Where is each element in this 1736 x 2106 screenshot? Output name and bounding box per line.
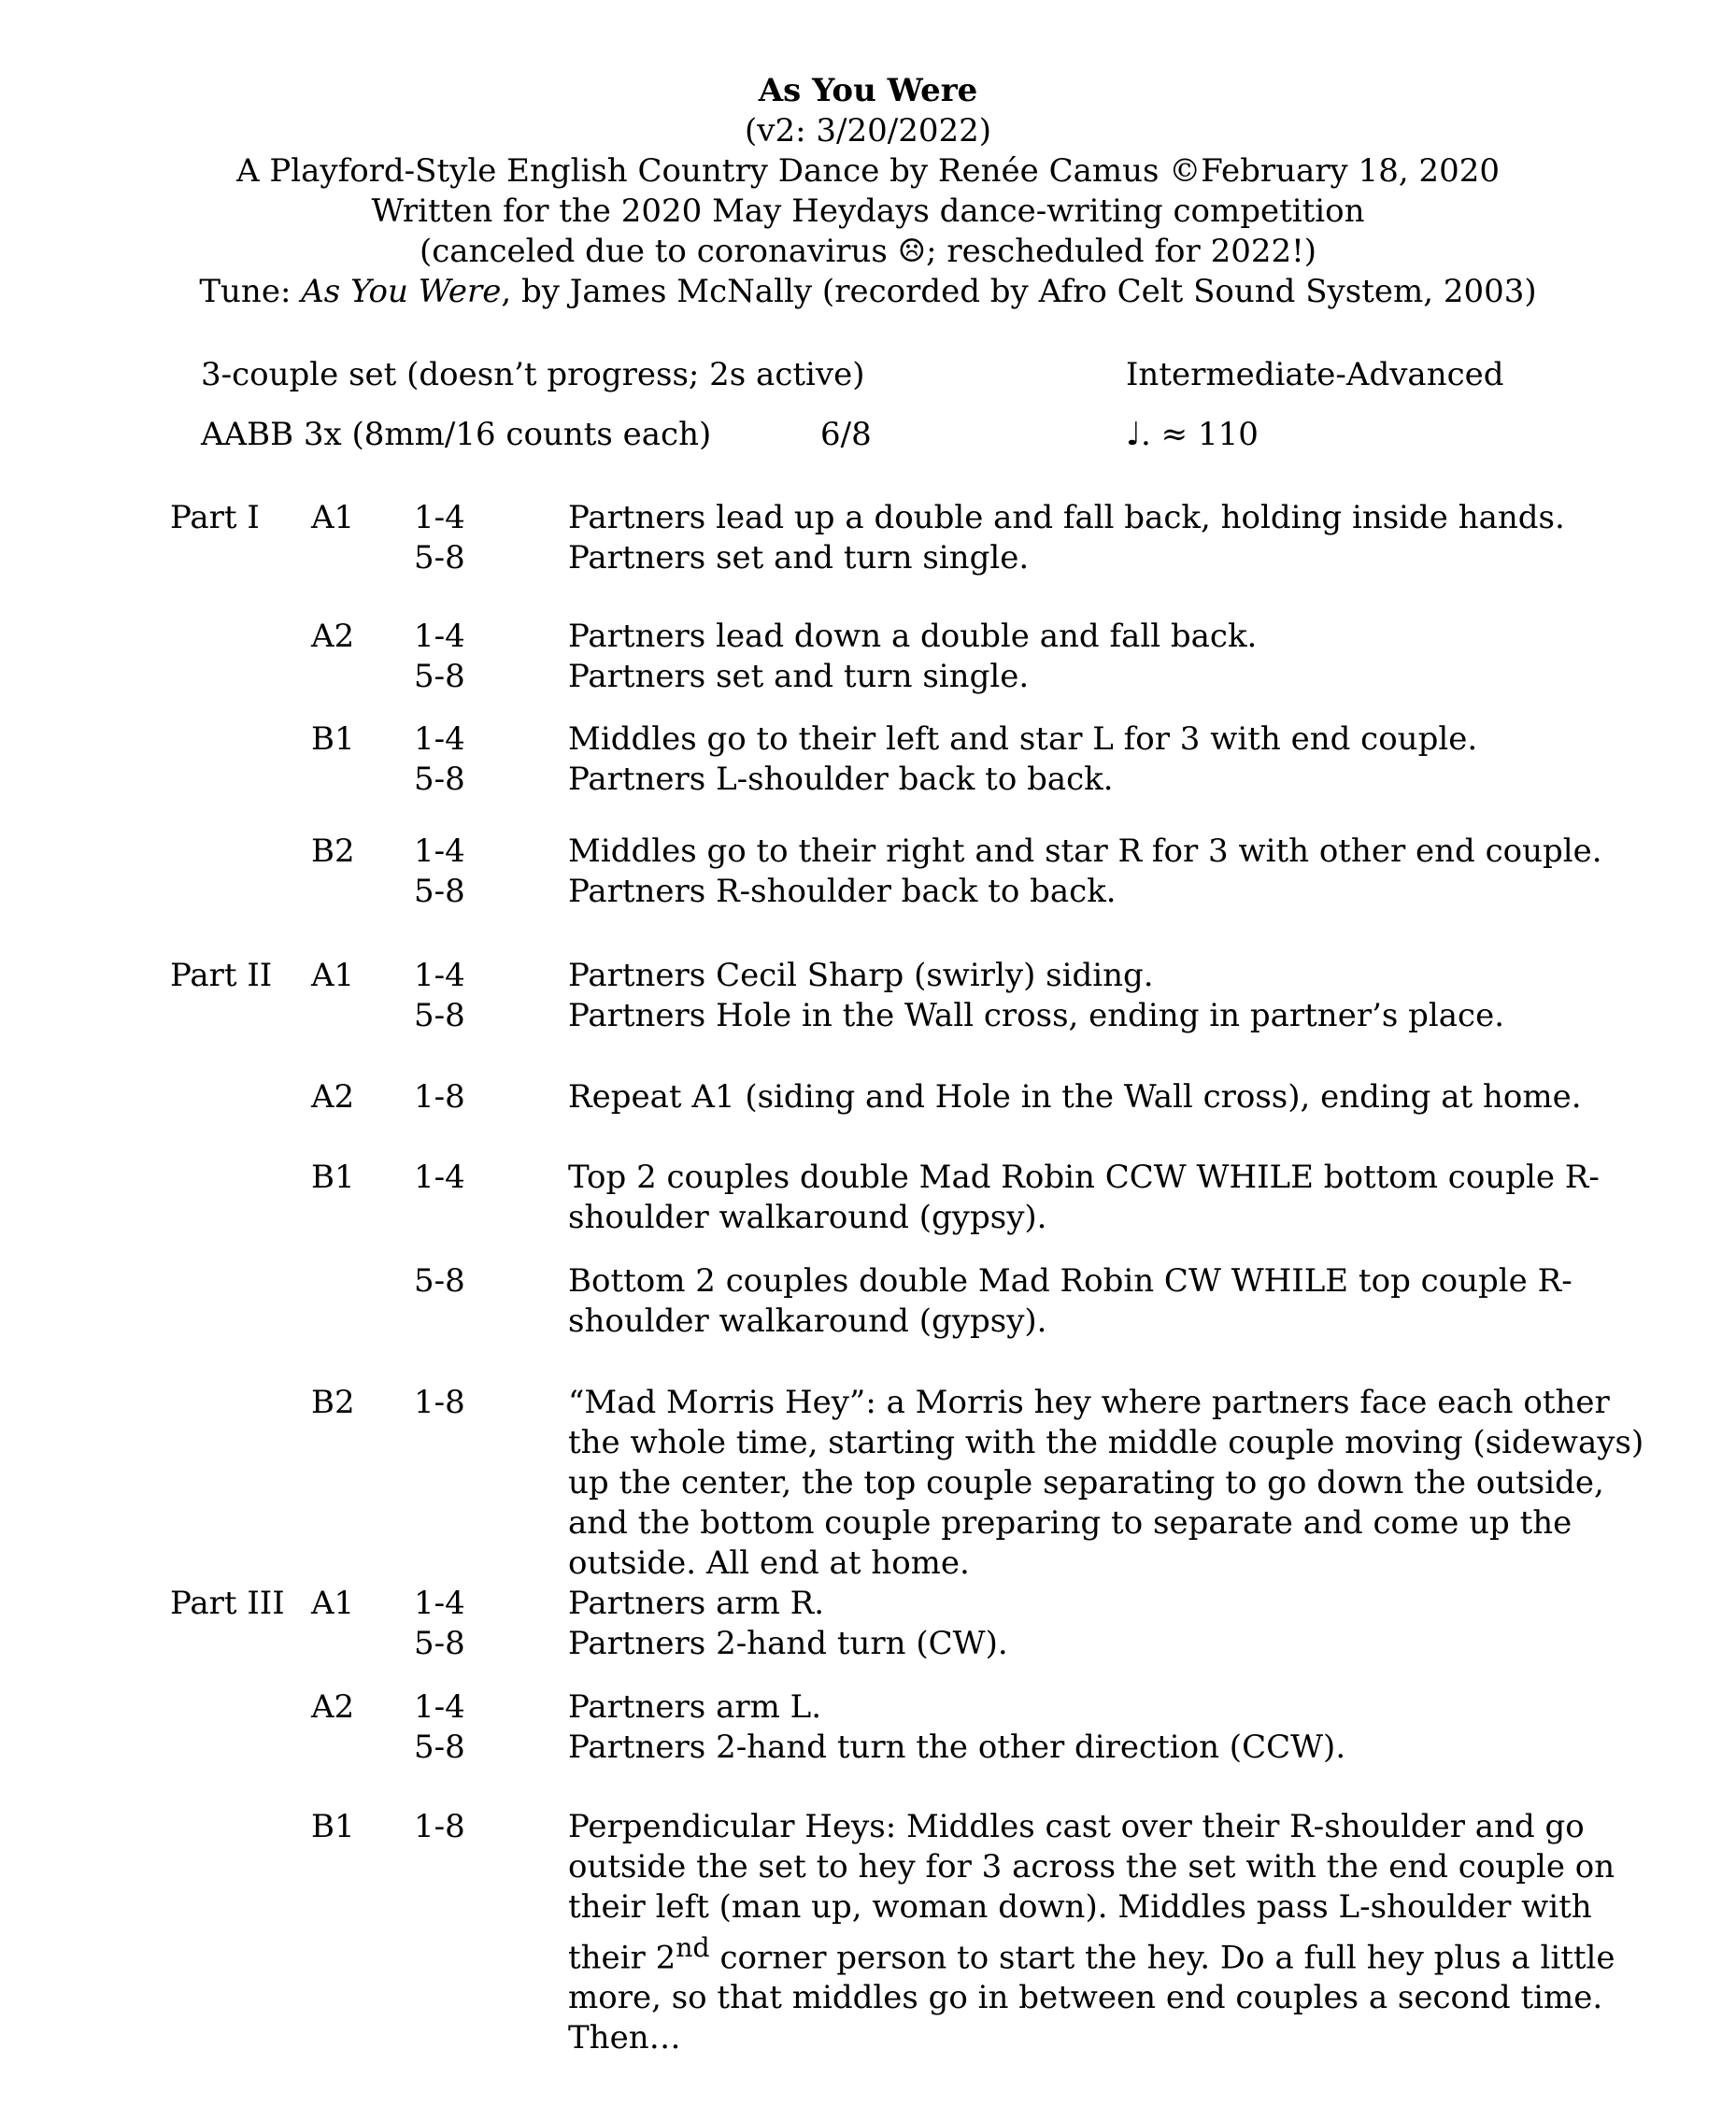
- section-label: A2: [311, 1078, 355, 1116]
- canceled-line: (canceled due to coronavirus ☹; rescheduled for 2022!): [419, 233, 1317, 270]
- section-label: A2: [311, 618, 355, 655]
- byline: A Playford-Style English Country Dance by Renée Camus ©February 18, 2020: [236, 152, 1500, 190]
- figure-description: “Mad Morris Hey”: a Morris hey where partners face each other the whole time, starting with the middle couple moving (sideways) up the center, the top couple separating to go down the outside, and the bottom couple preparing to separate and come up the outside. All end at home.: [568, 1384, 1644, 1582]
- count-range: 5-8: [414, 1262, 465, 1300]
- section-label: B2: [311, 832, 355, 870]
- count-range: 5-8: [414, 1729, 465, 1766]
- count-range: 5-8: [414, 997, 465, 1034]
- dance-structure: AABB 3x (8mm/16 counts each): [201, 416, 712, 453]
- part-label: Part II: [170, 957, 273, 994]
- figure-description: Repeat A1 (siding and Hole in the Wall cross), ending at home.: [568, 1078, 1582, 1116]
- figure-description: Partners L-shoulder back to back.: [568, 761, 1114, 798]
- count-range: 5-8: [414, 658, 465, 695]
- count-range: 1-8: [414, 1078, 465, 1116]
- section-label: B1: [311, 1808, 355, 1845]
- figure-description: Partners lead down a double and fall back.: [568, 618, 1258, 655]
- figure-description: Partners arm L.: [568, 1688, 822, 1726]
- figure-description: Partners Hole in the Wall cross, ending in partner’s place.: [568, 997, 1505, 1034]
- figure-description: Partners set and turn single.: [568, 658, 1030, 695]
- section-label: A1: [311, 499, 355, 536]
- time-signature: 6/8: [820, 416, 872, 453]
- count-range: 1-4: [414, 1159, 465, 1196]
- section-label: B1: [311, 720, 355, 758]
- figure-description: [568, 1807, 1666, 2058]
- figure-description: Bottom 2 couples double Mad Robin CW WHILE top couple R-shoulder walkaround (gypsy).: [568, 1262, 1572, 1340]
- figure-description: Middles go to their right and star R for 3 with other end couple.: [568, 832, 1602, 870]
- version-line: (v2: 3/20/2022): [745, 112, 991, 149]
- tempo-value: ≈ 110: [1150, 416, 1259, 453]
- part-label: Part I: [170, 499, 260, 536]
- count-range: 5-8: [414, 761, 465, 798]
- description-text-continued: corner person to start the hey. Do a full hey plus a little more, so that middles go in between end couples a second time. Then…: [568, 1939, 1615, 2057]
- count-range: 5-8: [414, 873, 465, 910]
- set-description: 3-couple set (doesn’t progress; 2s active): [201, 356, 865, 393]
- ordinal-suffix: nd: [676, 1932, 710, 1963]
- count-range: 1-4: [414, 1688, 465, 1726]
- count-range: 5-8: [414, 539, 465, 576]
- difficulty-level: Intermediate-Advanced: [1126, 356, 1504, 393]
- count-range: 1-4: [414, 957, 465, 994]
- section-label: A2: [311, 1688, 355, 1726]
- written-for-line: Written for the 2020 May Heydays dance-writing competition: [371, 192, 1365, 230]
- figure-description: Partners R-shoulder back to back.: [568, 873, 1117, 910]
- section-label: A1: [311, 1585, 355, 1622]
- figure-description: Top 2 couples double Mad Robin CCW WHILE bottom couple R-shoulder walkaround (gypsy).: [568, 1159, 1600, 1236]
- figure-description: Partners arm R.: [568, 1585, 825, 1622]
- figure-description: Partners set and turn single.: [568, 539, 1030, 576]
- dance-title: As You Were: [758, 72, 978, 109]
- description-text: Perpendicular Heys: Middles cast over their R-shoulder and go outside the set to hey for 3 across the set with the end couple on their left (man up, woman down). Middles pass L-shoulder with their 2: [568, 1808, 1615, 1977]
- figure-description: Partners 2-hand turn (CW).: [568, 1625, 1008, 1662]
- figure-description: Partners 2-hand turn the other direction (CCW).: [568, 1729, 1346, 1766]
- tempo: [1126, 415, 1259, 455]
- count-range: 1-8: [414, 1384, 465, 1421]
- section-label: B2: [311, 1384, 355, 1421]
- count-range: 1-4: [414, 720, 465, 758]
- document-header: [0, 71, 1736, 312]
- tune-line: [0, 272, 1736, 312]
- tune-prefix: Tune:: [199, 273, 302, 310]
- tune-title: As You Were: [301, 273, 502, 310]
- count-range: 1-8: [414, 1808, 465, 1845]
- figure-description: Partners Cecil Sharp (swirly) siding.: [568, 957, 1154, 994]
- section-label: B1: [311, 1159, 355, 1196]
- figure-description: Middles go to their left and star L for 3 with end couple.: [568, 720, 1478, 758]
- figure-description: Partners lead up a double and fall back, holding inside hands.: [568, 499, 1565, 536]
- count-range: 1-4: [414, 618, 465, 655]
- tune-suffix: , by James McNally (recorded by Afro Celt Sound System, 2003): [501, 273, 1537, 310]
- count-range: 1-4: [414, 1585, 465, 1622]
- part-label: Part III: [170, 1585, 285, 1622]
- count-range: 1-4: [414, 499, 465, 536]
- section-label: A1: [311, 957, 355, 994]
- count-range: 5-8: [414, 1625, 465, 1662]
- count-range: 1-4: [414, 832, 465, 870]
- dotted-quarter-note-icon: ♩.: [1126, 416, 1151, 453]
